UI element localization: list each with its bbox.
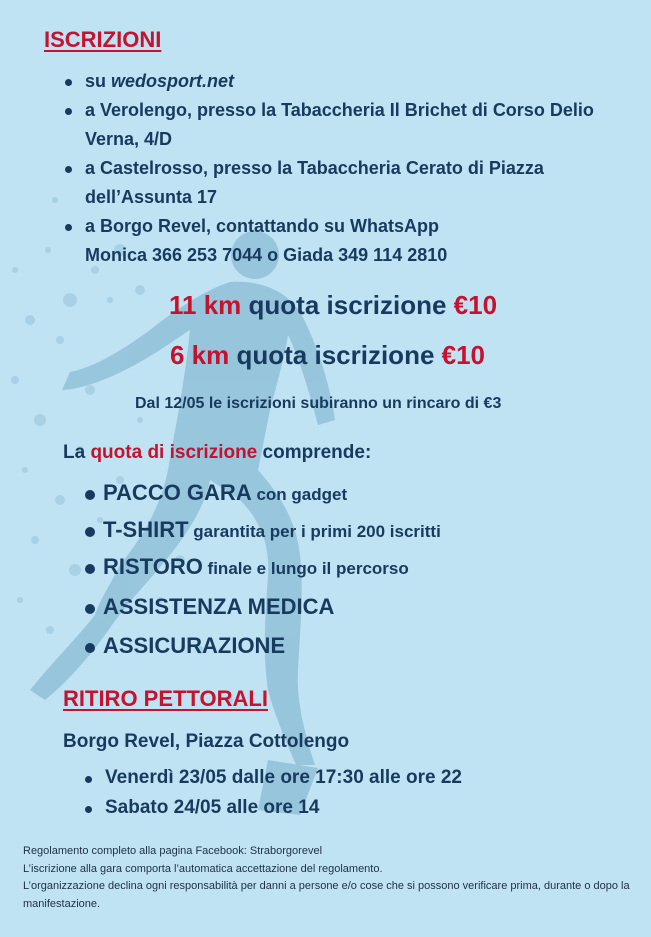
registration-list bbox=[63, 67, 594, 270]
list-item bbox=[63, 67, 594, 96]
price-label: quota iscrizione bbox=[229, 340, 442, 370]
includes-list bbox=[85, 480, 441, 670]
registration-item-prefix: su bbox=[85, 71, 112, 91]
footer-notes bbox=[23, 843, 643, 913]
include-main: ASSICURAZIONE bbox=[103, 633, 286, 658]
website-link[interactable]: wedosport.net bbox=[111, 71, 235, 91]
price-amount: €10 bbox=[453, 290, 498, 320]
include-main: ASSISTENZA MEDICA bbox=[103, 594, 335, 619]
registration-title: ISCRIZIONI bbox=[44, 27, 162, 52]
list-item: Venerdì 23/05 dalle ore 17:30 alle ore 22 bbox=[83, 767, 462, 797]
price-11km bbox=[169, 290, 497, 321]
list-item bbox=[85, 633, 441, 670]
footer-line: L’organizzazione declina ogni responsabilità per danni a persone e/o cose che si possono verificare prima, durante o dopo la manifestazione. bbox=[23, 880, 630, 910]
include-detail: finale e lungo il percorso bbox=[202, 559, 409, 578]
include-detail: con gadget bbox=[251, 485, 348, 504]
list-item bbox=[85, 554, 441, 591]
price-6km bbox=[170, 340, 485, 371]
includes-intro bbox=[63, 442, 371, 464]
pickup-title: RITIRO PETTORALI bbox=[63, 686, 268, 711]
pickup-location: Borgo Revel, Piazza Cottolengo bbox=[63, 731, 350, 752]
list-item bbox=[63, 96, 594, 154]
includes-intro-emph: quota di iscrizione bbox=[90, 442, 258, 463]
footer-line: L’iscrizione alla gara comporta l’automatica accettazione del regolamento. bbox=[23, 862, 383, 875]
include-main: PACCO GARA bbox=[103, 480, 252, 505]
include-main: T-SHIRT bbox=[103, 517, 189, 542]
list-item bbox=[85, 480, 441, 517]
list-item bbox=[85, 594, 441, 631]
include-main: RISTORO bbox=[103, 554, 203, 579]
registration-item-line: a Verolengo, presso la Tabaccheria Il Brichet di Corso Delio bbox=[85, 100, 594, 120]
price-distance: 6 km bbox=[170, 340, 230, 370]
registration-item-line: a Castelrosso, presso la Tabaccheria Cerato di Piazza bbox=[85, 158, 544, 178]
list-item bbox=[63, 212, 594, 270]
include-detail: garantita per i primi 200 iscritti bbox=[188, 522, 441, 541]
list-item bbox=[85, 517, 441, 554]
registration-item-line: a Borgo Revel, contattando su WhatsApp bbox=[85, 216, 440, 236]
price-label: quota iscrizione bbox=[241, 290, 454, 320]
registration-item-line: Monica 366 253 7044 o Giada 349 114 2810 bbox=[85, 245, 448, 265]
list-item bbox=[63, 154, 594, 212]
registration-item-line: dell’Assunta 17 bbox=[85, 187, 218, 207]
list-item: Sabato 24/05 alle ore 14 bbox=[83, 797, 462, 827]
includes-intro-pre: La bbox=[63, 442, 91, 463]
footer-line: Regolamento completo alla pagina Facebook: Straborgorevel bbox=[23, 845, 323, 857]
pickup-times bbox=[83, 767, 462, 827]
registration-item-line: Verna, 4/D bbox=[85, 129, 173, 149]
price-distance: 11 km bbox=[169, 290, 242, 320]
includes-intro-post: comprende: bbox=[257, 442, 372, 463]
price-amount: €10 bbox=[441, 340, 486, 370]
price-note: Dal 12/05 le iscrizioni subiranno un rincaro di €3 bbox=[135, 395, 502, 412]
